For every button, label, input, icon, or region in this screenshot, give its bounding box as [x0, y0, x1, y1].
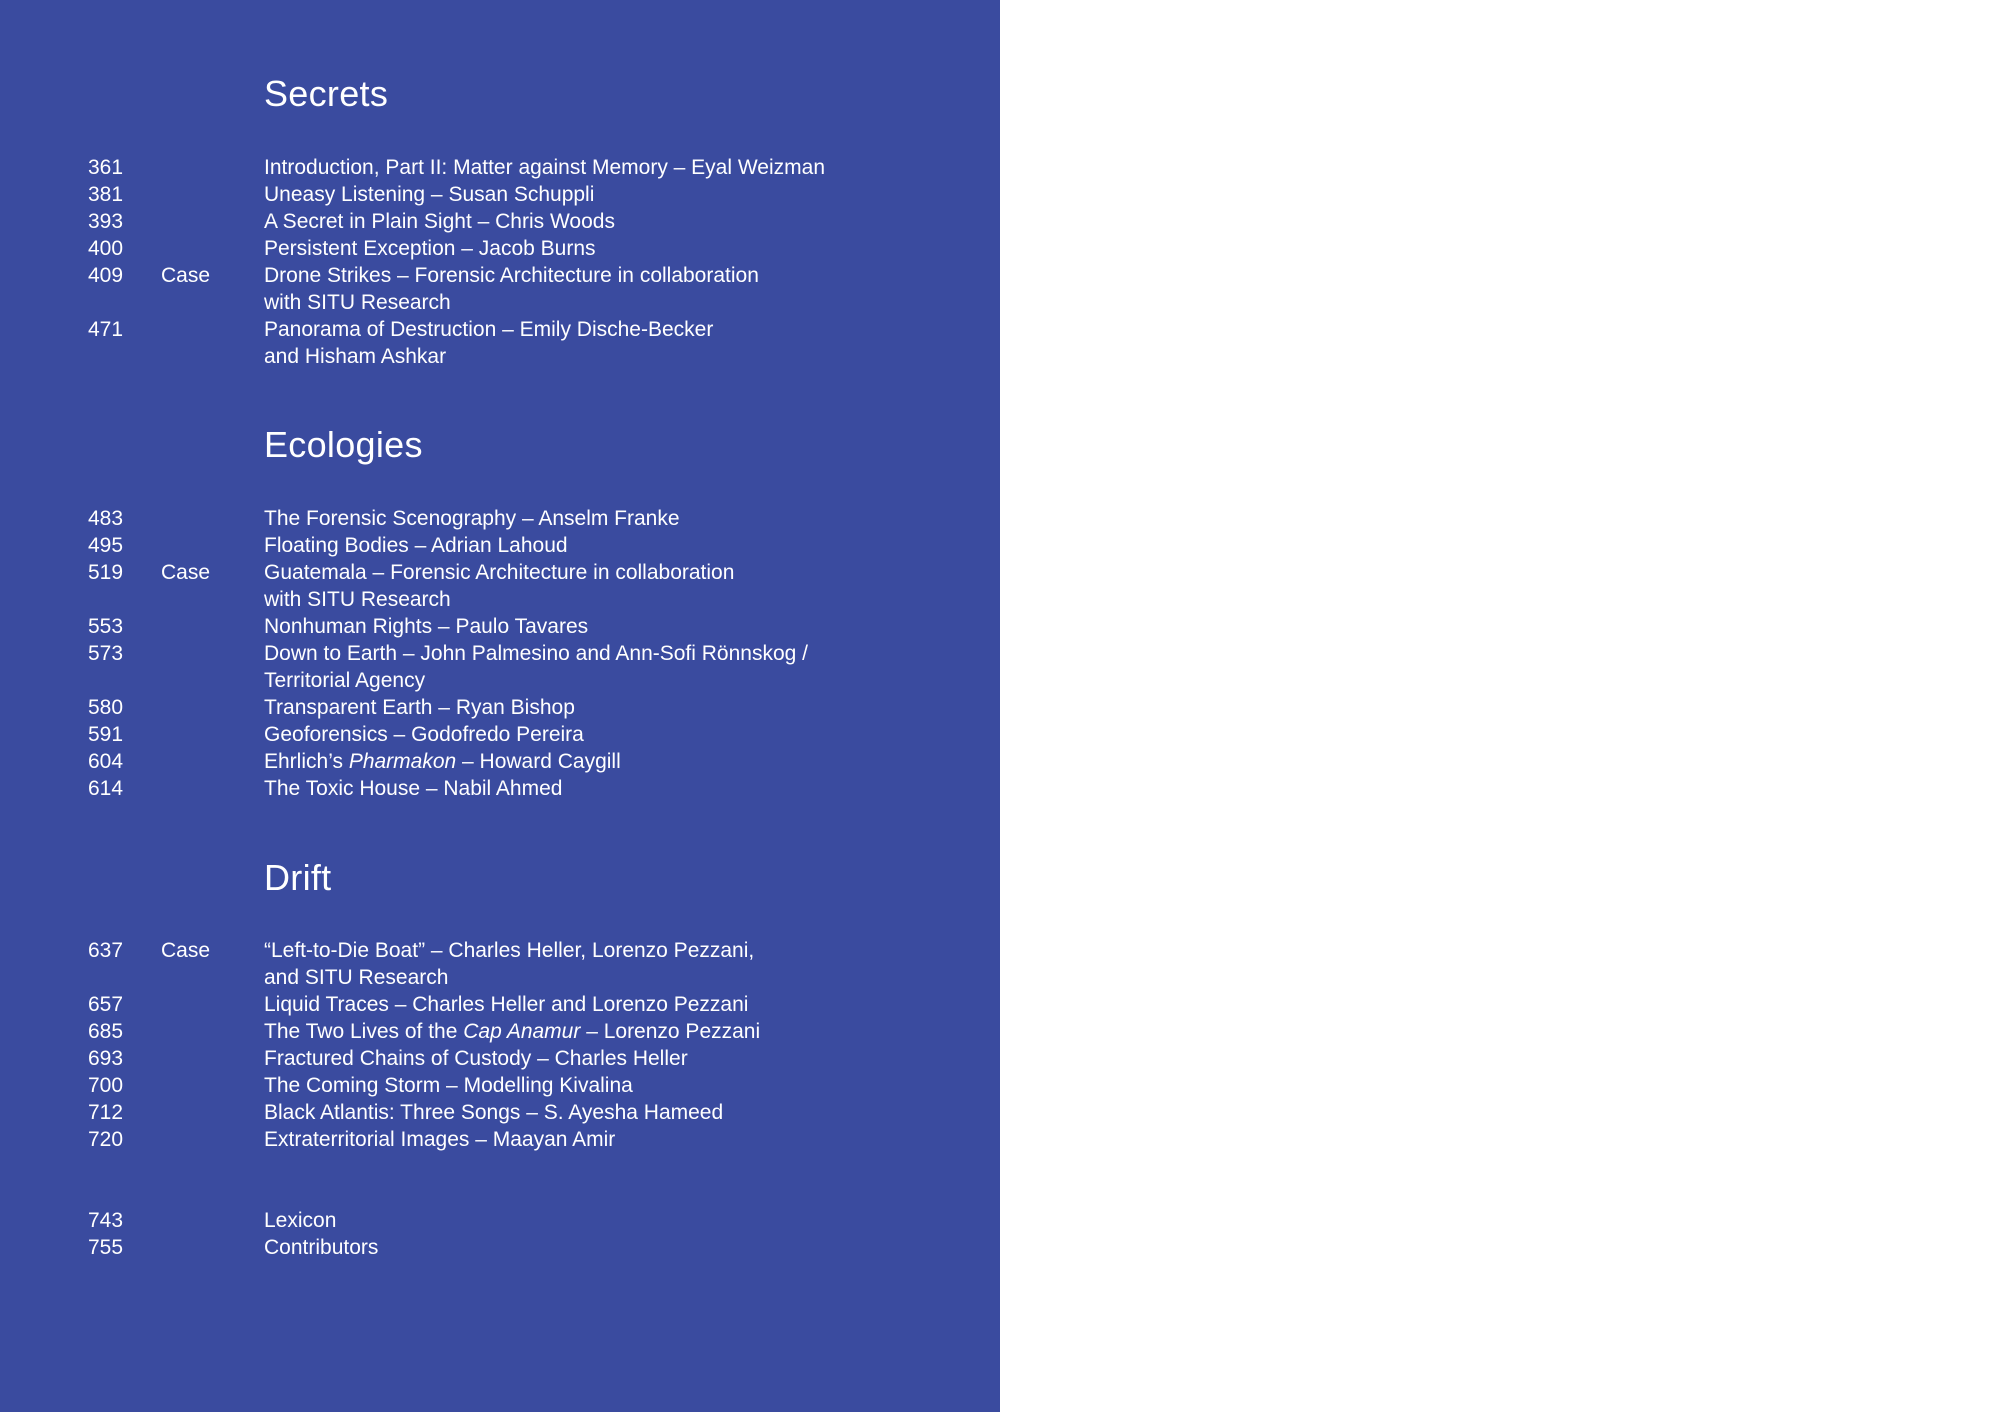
page-number: 393 — [88, 210, 124, 233]
entry-kind: Case — [161, 939, 211, 962]
entry-line: Introduction, Part II: Matter against Memory – Eyal Weizman — [264, 156, 826, 179]
title-text: Ehrlich’s — [264, 750, 349, 773]
section-title: Ecologies — [264, 424, 423, 465]
page-number: 604 — [88, 750, 124, 773]
page-number: 361 — [88, 156, 124, 179]
entry-line: Down to Earth – John Palmesino and Ann-Sofi Rönnskog / — [264, 642, 808, 665]
entry-title — [264, 1207, 904, 1234]
entry-title — [264, 559, 904, 613]
entry-line: A Secret in Plain Sight – Chris Woods — [264, 210, 615, 233]
entry-line: Territorial Agency — [264, 669, 426, 692]
page-number: 657 — [88, 993, 124, 1016]
entry-title — [264, 1072, 904, 1099]
entry-line: The Coming Storm – Modelling Kivalina — [264, 1074, 633, 1097]
page-number: 519 — [88, 561, 124, 584]
entry-title — [264, 1018, 904, 1045]
page-number: 591 — [88, 723, 124, 746]
entry-title — [264, 1045, 904, 1072]
entry-line: Black Atlantis: Three Songs – S. Ayesha Hameed — [264, 1101, 724, 1124]
title-text: The Two Lives of the — [264, 1020, 464, 1043]
entry-line: with SITU Research — [264, 291, 451, 314]
entry-title — [264, 991, 904, 1018]
entry-line: Uneasy Listening – Susan Schuppli — [264, 183, 595, 206]
entry-title — [264, 1126, 904, 1153]
entry-title — [264, 721, 904, 748]
entry-title — [264, 235, 904, 262]
page-number: 580 — [88, 696, 124, 719]
section-title: Secrets — [264, 73, 389, 114]
entry-title — [264, 748, 904, 775]
page-number: 743 — [88, 1209, 124, 1232]
entry-title — [264, 1099, 904, 1126]
italic-title: Cap Anamur — [463, 1020, 581, 1043]
entry-title — [264, 640, 904, 694]
page-number: 700 — [88, 1074, 124, 1097]
entry-title — [264, 937, 904, 991]
entry-kind: Case — [161, 264, 211, 287]
page-number: 712 — [88, 1101, 124, 1124]
entry-line: Drone Strikes – Forensic Architecture in collaboration — [264, 264, 759, 287]
entry-line: Floating Bodies – Adrian Lahoud — [264, 534, 568, 557]
entry-line: The Forensic Scenography – Anselm Franke — [264, 507, 680, 530]
page-number: 400 — [88, 237, 124, 260]
entry-line: The Toxic House – Nabil Ahmed — [264, 777, 563, 800]
entry-line: and Hisham Ashkar — [264, 345, 447, 368]
blank-page — [1000, 0, 2000, 1412]
section-title: Drift — [264, 857, 332, 898]
entry-line: Geoforensics – Godofredo Pereira — [264, 723, 584, 746]
entry-title — [264, 532, 904, 559]
entry-line — [264, 1018, 904, 1045]
entry-title — [264, 154, 904, 181]
page-number: 755 — [88, 1236, 124, 1259]
page-number: 483 — [88, 507, 124, 530]
entry-line: and SITU Research — [264, 966, 449, 989]
entry-line: Panorama of Destruction – Emily Dische-Becker — [264, 318, 714, 341]
entry-title — [264, 262, 904, 316]
page-number: 573 — [88, 642, 124, 665]
entry-title — [264, 181, 904, 208]
page-number: 409 — [88, 264, 124, 287]
entry-line — [264, 748, 904, 775]
entry-line: with SITU Research — [264, 588, 451, 611]
entry-line: Guatemala – Forensic Architecture in collaboration — [264, 561, 735, 584]
entry-title — [264, 316, 904, 370]
entry-title — [264, 694, 904, 721]
entry-line: Lexicon — [264, 1209, 337, 1232]
entry-line: Extraterritorial Images – Maayan Amir — [264, 1128, 616, 1151]
italic-title: Pharmakon — [348, 750, 457, 773]
entry-line: Persistent Exception – Jacob Burns — [264, 237, 596, 260]
entry-line: Contributors — [264, 1236, 379, 1259]
entry-kind: Case — [161, 561, 211, 584]
entry-title — [264, 775, 904, 802]
entry-title — [264, 505, 904, 532]
title-author: – Lorenzo Pezzani — [580, 1020, 761, 1043]
page-number: 381 — [88, 183, 124, 206]
page-number: 685 — [88, 1020, 124, 1043]
entry-title — [264, 613, 904, 640]
page-number: 614 — [88, 777, 124, 800]
entry-line: Fractured Chains of Custody – Charles Heller — [264, 1047, 688, 1070]
page-number: 553 — [88, 615, 124, 638]
page-number: 720 — [88, 1128, 124, 1151]
page-number: 693 — [88, 1047, 124, 1070]
page-number: 471 — [88, 318, 124, 341]
entry-line: Transparent Earth – Ryan Bishop — [264, 696, 575, 719]
page-number: 495 — [88, 534, 124, 557]
entry-line: Liquid Traces – Charles Heller and Lorenzo Pezzani — [264, 993, 749, 1016]
entry-title — [264, 1234, 904, 1261]
entry-line: Nonhuman Rights – Paulo Tavares — [264, 615, 589, 638]
entry-line: “Left-to-Die Boat” – Charles Heller, Lorenzo Pezzani, — [264, 939, 755, 962]
page-number: 637 — [88, 939, 124, 962]
title-author: – Howard Caygill — [456, 750, 621, 773]
entry-title — [264, 208, 904, 235]
